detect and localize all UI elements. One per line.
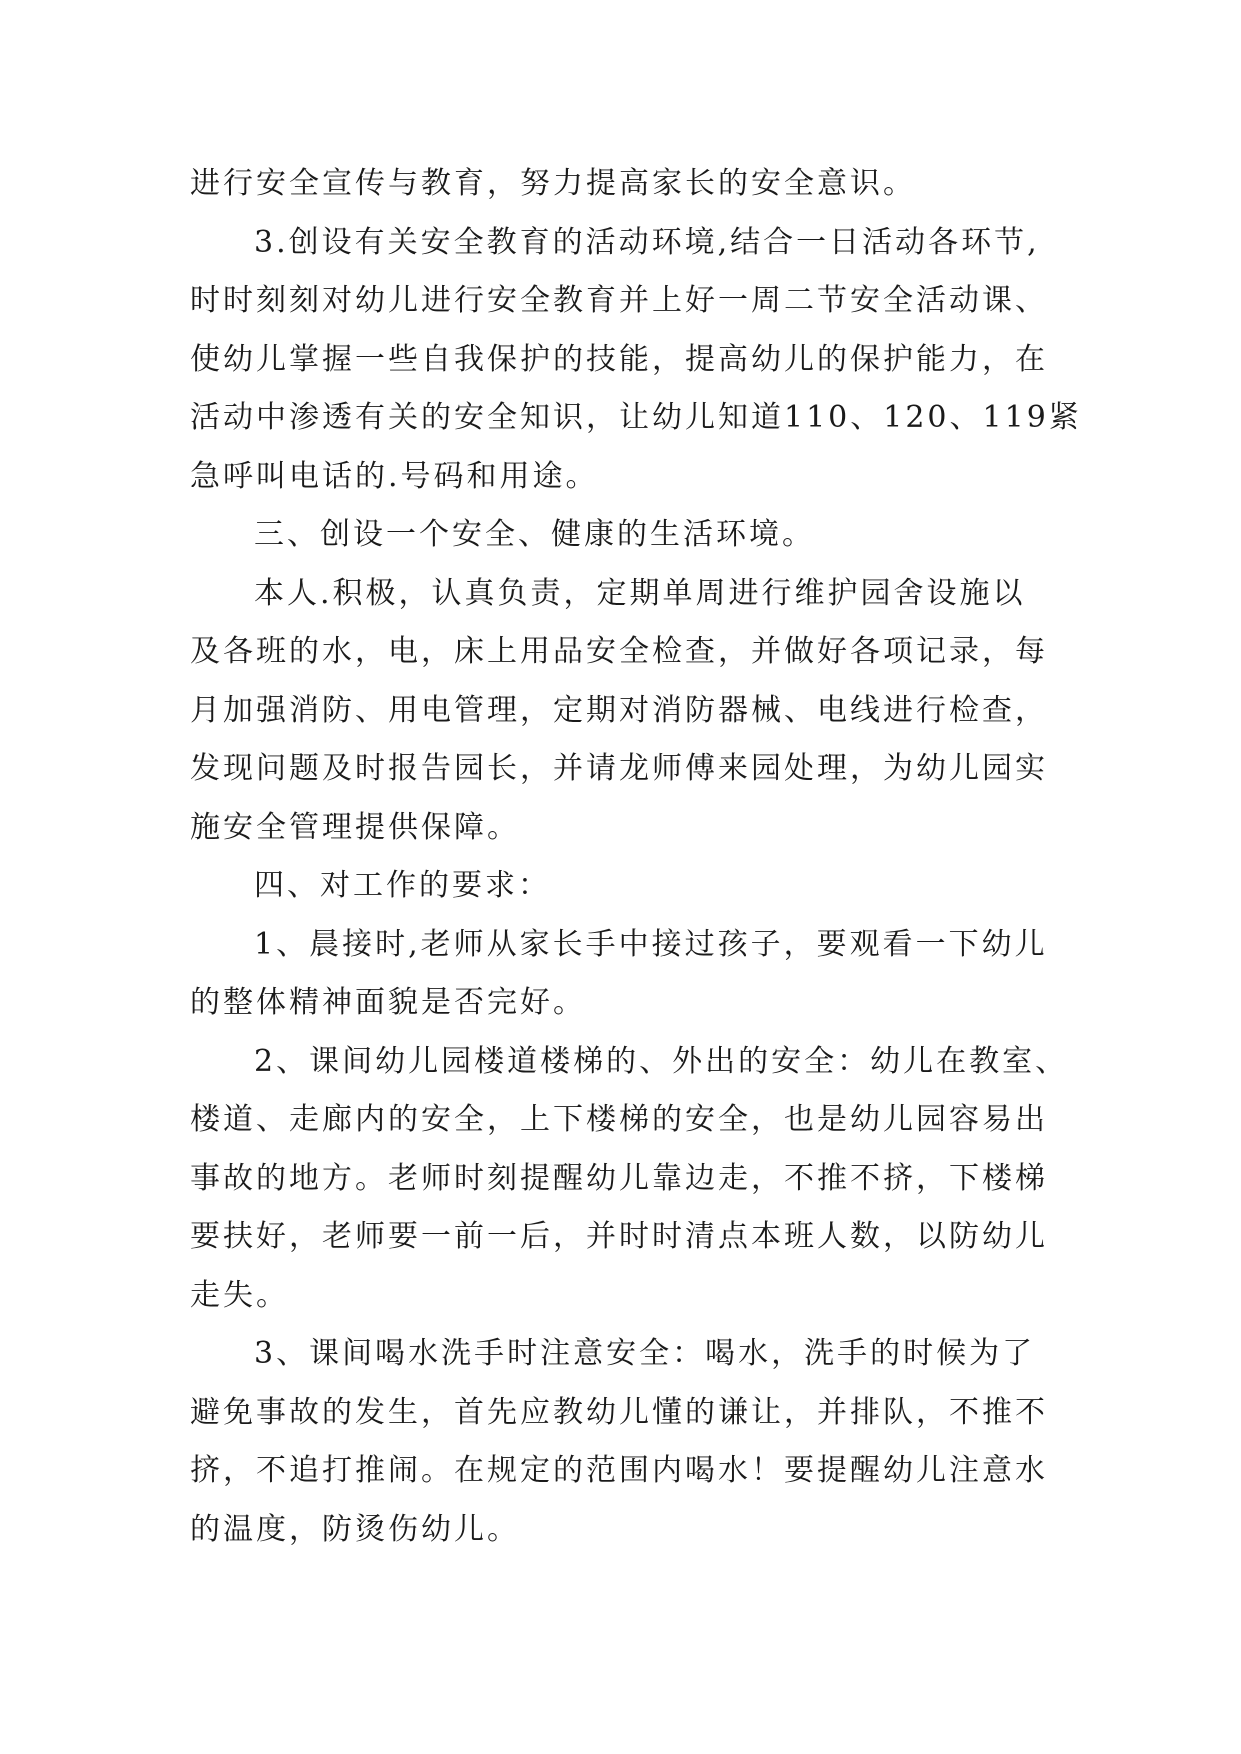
text-line: 的整体精神面貌是否完好。	[190, 985, 586, 1020]
text-line: 3、课间喝水洗手时注意安全：喝水，洗手的时候为了	[254, 1336, 1036, 1371]
document-body	[190, 155, 1080, 1559]
text-line: 避免事故的发生，首先应教幼儿懂的谦让，并排队，不推不	[190, 1394, 1048, 1430]
text-line: 发现问题及时报告园长，并请龙师傅来园处理，为幼儿园实	[190, 751, 1048, 786]
text-line: 楼道、走廊内的安全，上下楼梯的安全，也是幼儿园容易出	[190, 1102, 1048, 1137]
text-line: 走失。	[190, 1277, 289, 1313]
text-line: 要扶好，老师要一前一后，并时时清点本班人数，以防幼儿	[190, 1219, 1048, 1254]
text-line: 挤，不追打推闹。在规定的范围内喝水！要提醒幼儿注意水	[190, 1453, 1048, 1488]
text-line: 使幼儿掌握一些自我保护的技能，提高幼儿的保护能力，在	[190, 341, 1048, 377]
text-line: 四、对工作的要求：	[254, 868, 551, 903]
text-line: 1、晨接时,老师从家长手中接过孩子，要观看一下幼儿	[254, 926, 1048, 962]
text-line: 进行安全宣传与教育，努力提高家长的安全意识。	[190, 166, 916, 201]
text-line: 活动中渗透有关的安全知识，让幼儿知道110、120、119紧	[190, 400, 1082, 435]
text-line: 急呼叫电话的.号码和用途。	[190, 458, 599, 494]
text-line: 的温度，防烫伤幼儿。	[190, 1511, 520, 1547]
text-line: 3.创设有关安全教育的活动环境,结合一日活动各环节,	[254, 224, 1040, 260]
text-line: 施安全管理提供保障。	[190, 809, 520, 845]
text-line: 事故的地方。老师时刻提醒幼儿靠边走，不推不挤，下楼梯	[190, 1160, 1048, 1196]
text-line: 时时刻刻对幼儿进行安全教育并上好一周二节安全活动课、	[190, 283, 1048, 318]
text-line: 及各班的水，电，床上用品安全检查，并做好各项记录，每	[190, 634, 1048, 669]
text-line: 三、创设一个安全、健康的生活环境。	[254, 517, 815, 552]
text-line: 本人.积极，认真负责，定期单周进行维护园舍设施以	[254, 575, 1026, 611]
text-line: 月加强消防、用电管理，定期对消防器械、电线进行检查，	[190, 692, 1048, 728]
text-line: 2、课间幼儿园楼道楼梯的、外出的安全：幼儿在教室、	[254, 1043, 1069, 1079]
